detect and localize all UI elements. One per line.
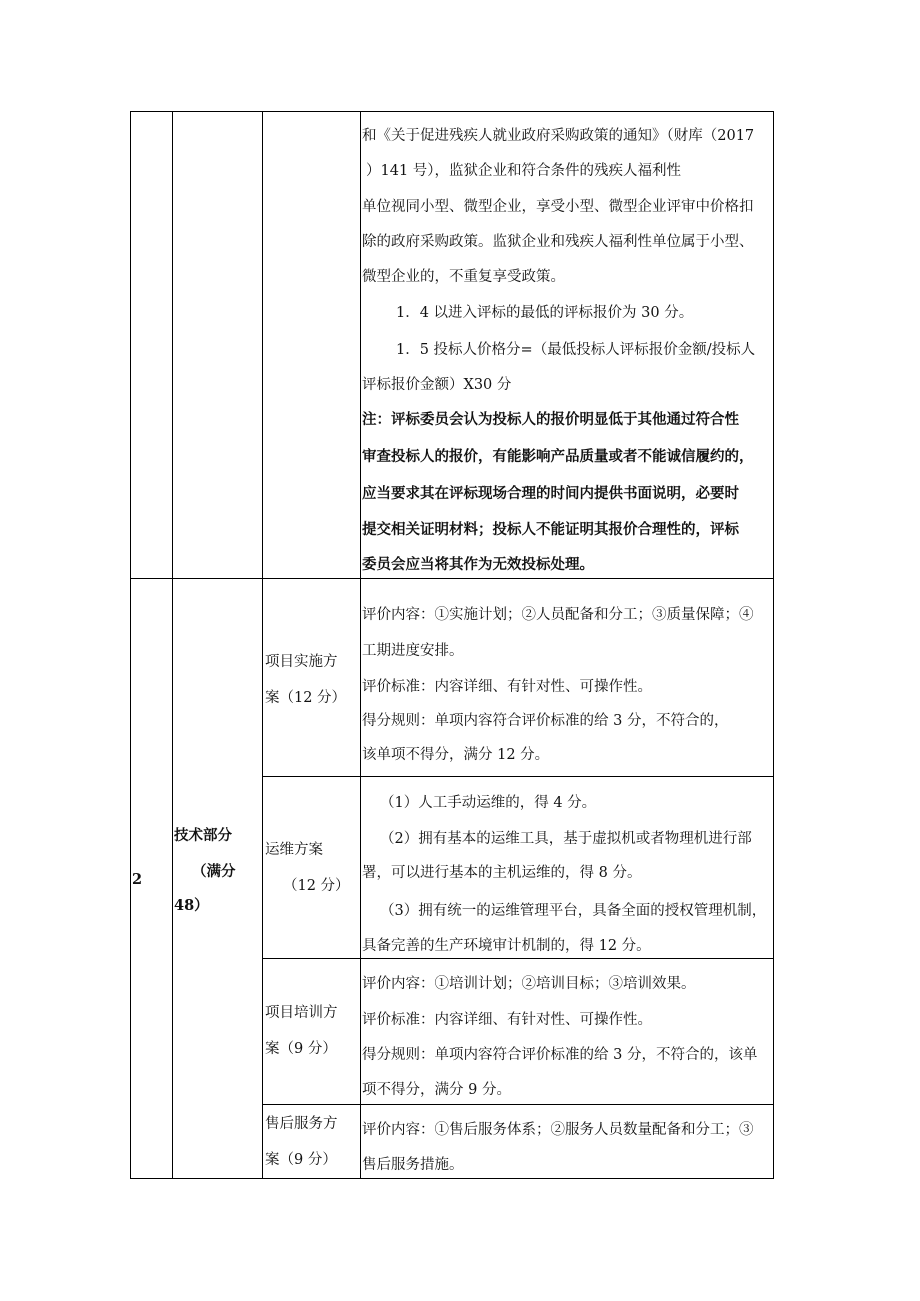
note-line: 注：评标委员会认为投标人的报价明显低于其他通过符合性 [362,411,739,428]
row-number: 2 [132,871,143,888]
table-border-top [130,111,774,112]
table-border-right [773,111,774,1179]
price-rule-1-4: 1．4 以进入评标的最低的评标报价为 30 分。 [396,305,694,321]
category-label: 48） [174,897,209,914]
item-criteria-line: 该单项不得分，满分 12 分。 [362,747,550,763]
policy-text-line: 单位视同小型、微型企业，享受小型、微型企业评审中价格扣 [362,199,754,215]
column-divider [172,111,173,1179]
item-criteria-line: 工期进度安排。 [362,643,464,659]
item-name: 案（9 分） [265,1152,337,1168]
item-criteria-line: 评价内容：①售后服务体系；②服务人员数量配备和分工；③ [362,1122,754,1138]
policy-text-line: ）141 号），监狱企业和符合条件的残疾人福利性 [366,163,682,179]
category-label: （满分 [192,863,236,880]
row-divider [262,776,774,777]
price-rule-1-5: 1．5 投标人价格分=（最低投标人评标报价金额/投标人 [396,342,756,358]
price-rule-1-5-cont: 评标报价金额）X30 分 [362,377,512,393]
note-line: 提交相关证明材料；投标人不能证明其报价合理性的，评标 [362,521,739,538]
item-criteria-line: 评价内容：①实施计划；②人员配备和分工；③质量保障；④ [362,607,754,623]
item-criteria-line: （1）人工手动运维的，得 4 分。 [380,795,597,811]
item-criteria-line: 评价标准：内容详细、有针对性、可操作性。 [362,679,652,695]
item-name: 运维方案 [265,842,323,858]
table-border-bottom [130,1178,774,1179]
item-criteria-line: （2）拥有基本的运维工具，基于虚拟机或者物理机进行部 [380,831,752,847]
item-name: 案（12 分） [265,690,347,706]
item-criteria-line: 评价标准：内容详细、有针对性、可操作性。 [362,1012,652,1028]
item-criteria-line: 署，可以进行基本的主机运维的，得 8 分。 [362,865,642,881]
note-line: 应当要求其在评标现场合理的时间内提供书面说明，必要时 [362,485,739,502]
policy-text-line: 和《关于促进残疾人就业政府采购政策的通知》（财库（2017 [362,128,755,144]
note-line: 委员会应当将其作为无效投标处理。 [362,556,594,573]
item-criteria-line: 评价内容：①培训计划；②培训目标；③培训效果。 [362,976,696,992]
policy-text-line: 微型企业的，不重复享受政策。 [362,269,565,285]
category-label: 技术部分 [174,827,232,844]
item-criteria-line: 项不得分，满分 9 分。 [362,1082,511,1098]
item-criteria-line: （3）拥有统一的运维管理平台，具备全面的授权管理机制， [380,903,767,919]
item-name: （12 分） [283,878,350,894]
policy-text-line: 除的政府采购政策。监狱企业和残疾人福利性单位属于小型、 [362,234,754,250]
item-criteria-line: 具备完善的生产环境审计机制的，得 12 分。 [362,938,651,954]
item-name: 售后服务方 [265,1116,338,1132]
item-name: 案（9 分） [265,1041,337,1057]
item-name: 项目培训方 [265,1005,338,1021]
table-border-left [130,111,131,1179]
column-divider [262,111,263,1179]
item-criteria-line: 得分规则：单项内容符合评价标准的给 3 分，不符合的，该单 [362,1047,758,1063]
item-name: 项目实施方 [265,654,338,670]
row-divider [130,578,774,579]
column-divider [360,111,361,1179]
note-line: 审查投标人的报价，有能影响产品质量或者不能诚信履约的， [362,448,754,465]
item-criteria-line: 得分规则：单项内容符合评价标准的给 3 分，不符合的， [362,713,729,729]
row-divider [262,1104,774,1105]
row-divider [262,958,774,959]
item-criteria-line: 售后服务措施。 [362,1157,464,1173]
